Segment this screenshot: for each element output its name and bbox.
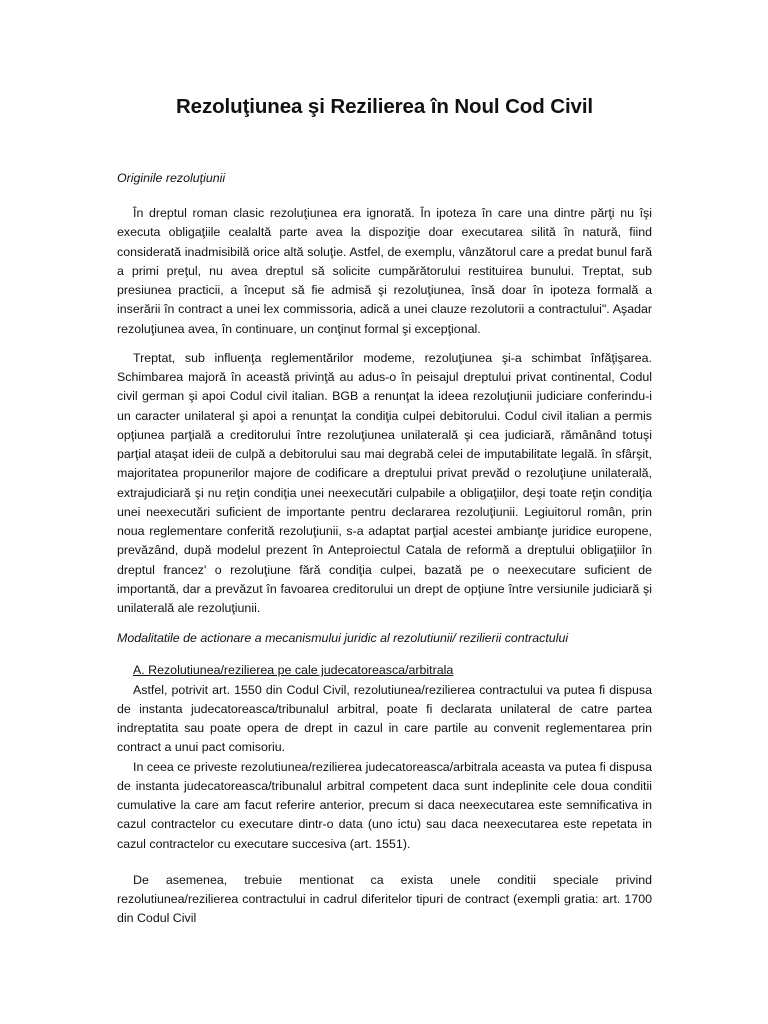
document-title: Rezoluţiunea şi Rezilierea în Noul Cod Civil xyxy=(175,95,594,118)
section-heading-origins: Originile rezoluţiunii xyxy=(117,171,226,185)
paragraph-modern-regulations: Treptat, sub influenţa reglementărilor modeme, rezoluţiunea şi-a schimbat înfăţişarea. Schimbarea majoră în această privinţă au adus-o în peisajul dreptului privat continental, Codul civil german şi apoi Codul civil italian. BGB a renunţat la ideea rezoluţiunii judiciare conferindu-i un caracter unilateral şi apoi a renunţat la condiţia culpei debitorului. Codul civil italian a permis opţiunea parţială a creditorului între rezoluţiunea unilaterală şi cea judiciară, rămânând totuşi parţial ataşat ideii de culpă a debitorului sau mai degrabă celei de imputabilitate legală. în sfârşit, majoritatea propunerilor majore de codificare a dreptului privat prevăd o rezoluţiune unilaterală, extrajudiciară şi nu reţin condiţia unei neexecutări culpabile a obligaţiilor, deşi toate reţin condiţia unei neexecutări suficient de importante pentru declararea rezoluţiunii. Legiuitorul român, prin noua reglementare conferită rezoluţiunii, s-a adaptat parţial acestei ambianţe juridice europene, prevăzând, după modelul prezent în Anteproiectul Catala de reformă a dreptului obligaţiilor în dreptul francez' o rezoluţiune fără condiţia culpei, bazată pe o neexecutare suficient de importantă, dar a prevăzut în favoarea creditorului un drept de opţiune între versiunile judiciară şi unilaterală ale rezoluţiunii. xyxy=(117,350,652,615)
paragraph-special-conditions: De asemenea, trebuie mentionat ca exista unele conditii speciale privind rezolutiunea/rezilierea contractului in cadrul diferitelor tipuri de contract (exempli gratia: art. 1700 din Codul Civil xyxy=(117,872,652,926)
paragraph-art-1551: In ceea ce priveste rezolutiunea/rezilierea judecatoreasca/arbitrala aceasta va putea fi dispusa de instanta judecatoreasca/tribunalul arbitral competent daca sunt indeplinite cele doua conditii cumulative la care am facut referire anterior, precum si daca neexecutarea este semnificativa in cazul contractelor cu executare dintr-o data (uno ictu) sau daca neexecutarea este repetata in cazul contractelor cu executare succesiva (art. 1551). xyxy=(117,759,652,851)
paragraph-art-1550: Astfel, potrivit art. 1550 din Codul Civil, rezolutiunea/rezilierea contractului va putea fi dispusa de instanta judecatoreasca/tribunalul arbitral, poate fi declarata unilateral de catre partea indreptatita sau poate opera de drept in cazul in care partile au convenit reglementarea prin contract a unui pact comisoriu. xyxy=(117,682,652,755)
section-heading-modalities: Modalitatile de actionare a mecanismului juridic al rezolutiunii/ rezilierii contractului xyxy=(117,631,569,646)
subsection-heading-judicial: A. Rezolutiunea/rezilierea pe cale judecatoreasca/arbitrala xyxy=(133,663,454,678)
paragraph-roman-law: În dreptul roman clasic rezoluţiunea era ignorată. În ipoteza în care una dintre părţi nu îşi executa obligaţiile cealaltă parte avea la dispoziţie doar executarea silită în natură, fiind considerată inadmisibilă orice altă soluţie. Astfel, de exemplu, vânzătorul care a predat bunul fară a primi preţul, nu avea dreptul să solicite cumpărătorului restituirea bunului. Treptat, sub presiunea practicii, a început să fie admisă şi rezoluţiunea, însă doar în ipoteza formală a inserării în contract a unei lex commissoria, adică a unei clauze rezolutorii a contractului". Aşadar rezoluţiunea avea, în continuare, un conţinut formal şi excepţional. xyxy=(117,206,652,336)
